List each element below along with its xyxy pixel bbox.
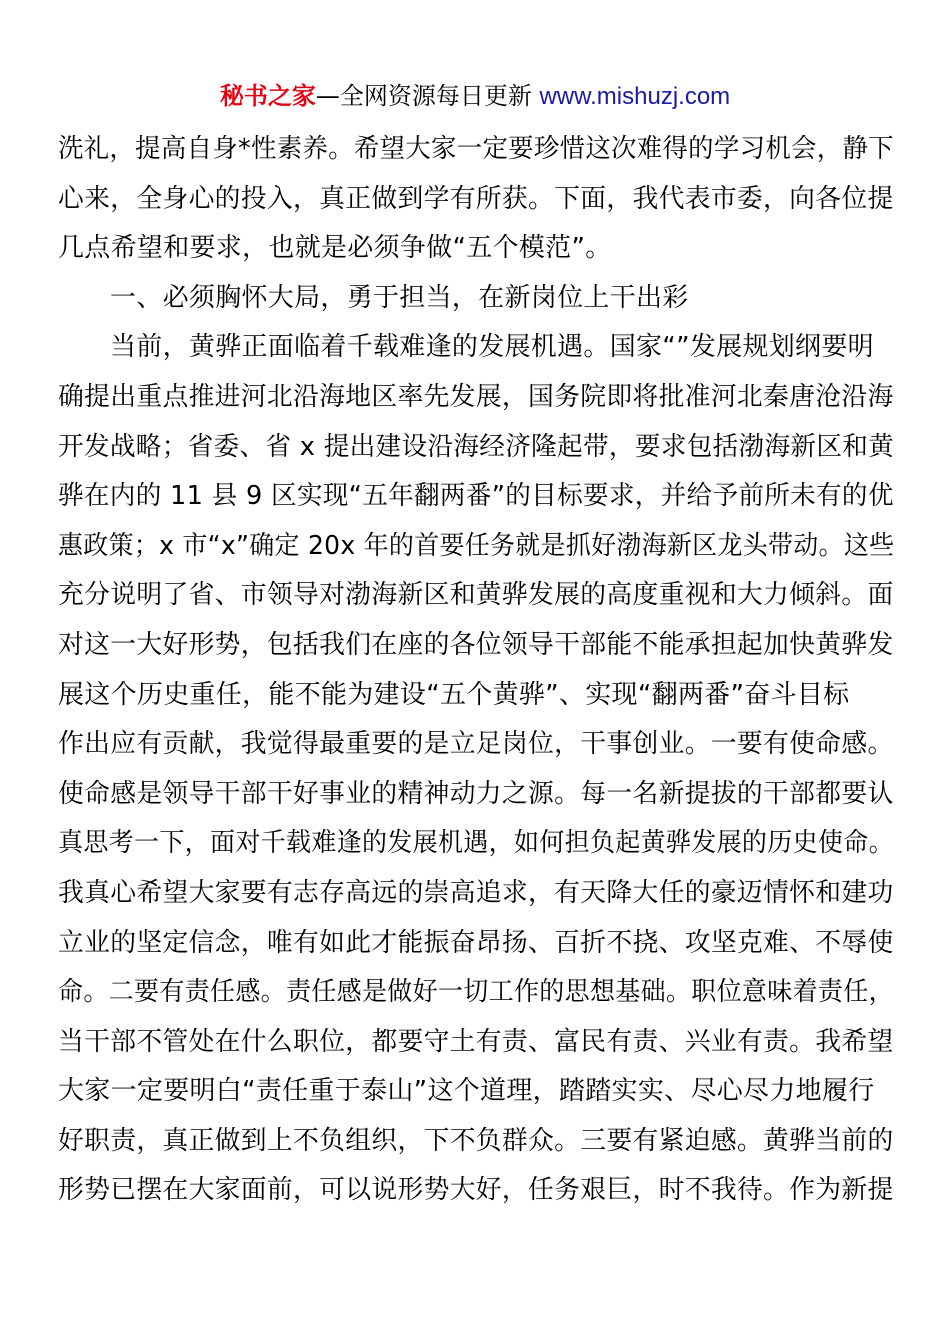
- site-url-link[interactable]: www.mishuzj.com: [539, 83, 731, 110]
- text-line: 对这一大好形势，包括我们在座的各位领导干部能不能承担起加快黄骅发: [58, 629, 894, 660]
- text-line: 当干部不管处在什么职位，都要守土有责、富民有责、兴业有责。我希望: [58, 1026, 894, 1057]
- document-body: [58, 125, 894, 1216]
- text-line: 我真心希望大家要有志存高远的崇高追求，有天降大任的豪迈情怀和建功: [58, 877, 894, 908]
- text-line: 惠政策；x 市“x”确定 20x 年的首要任务就是抓好渤海新区龙头带动。这些: [58, 530, 895, 561]
- text-line: 确提出重点推进河北沿海地区率先发展，国务院即将批准河北秦唐沧沿海: [58, 381, 894, 412]
- text-line: 形势已摆在大家面前，可以说形势大好，任务艰巨，时不我待。作为新提: [58, 1175, 894, 1206]
- text-line: 作出应有贡献，我觉得最重要的是立足岗位，干事创业。一要有使命感。: [58, 729, 894, 760]
- site-brand: 秘书之家: [219, 82, 316, 110]
- section-heading: 一、必须胸怀大局，勇于担当，在新岗位上干出彩: [110, 282, 689, 313]
- site-header: [0, 80, 950, 113]
- text-line: 心来，全身心的投入，真正做到学有所获。下面，我代表市委，向各位提: [58, 183, 894, 214]
- text-line: 真思考一下，面对千载难逢的发展机遇，如何担负起黄骅发展的历史使命。: [58, 828, 894, 859]
- text-line: 好职责，真正做到上不负组织，下不负群众。三要有紧迫感。黄骅当前的: [58, 1125, 894, 1156]
- text-line: 使命感是领导干部干好事业的精神动力之源。每一名新提拔的干部都要认: [58, 778, 894, 809]
- text-line: 大家一定要明白“责任重于泰山”这个道理，踏踏实实、尽心尽力地履行: [58, 1076, 875, 1107]
- site-slogan: —全网资源每日更新: [315, 82, 540, 110]
- text-line: 洗礼，提高自身*性素养。希望大家一定要珍惜这次难得的学习机会，静下: [58, 134, 894, 164]
- text-line: 展这个历史重任，能不能为建设“五个黄骅”、实现“翻两番”奋斗目标: [58, 679, 850, 710]
- text-line: 骅在内的 11 县 9 区实现“五年翻两番”的目标要求，并给予前所未有的优: [58, 481, 894, 512]
- paragraph-start-line: 当前，黄骅正面临着千载难逢的发展机遇。国家“”发展规划纲要明: [110, 332, 874, 363]
- text-line: 开发战略；省委、省 x 提出建设沿海经济隆起带，要求包括渤海新区和黄: [58, 431, 895, 462]
- text-line: 命。二要有责任感。责任感是做好一切工作的思想基础。职位意味着责任，: [58, 977, 894, 1008]
- text-line: 充分说明了省、市领导对渤海新区和黄骅发展的高度重视和大力倾斜。面: [58, 580, 894, 611]
- text-line: 立业的坚定信念，唯有如此才能振奋昂扬、百折不挠、攻坚克难、不辱使: [58, 927, 894, 958]
- text-line: 几点希望和要求，也就是必须争做“五个模范”。: [58, 233, 612, 264]
